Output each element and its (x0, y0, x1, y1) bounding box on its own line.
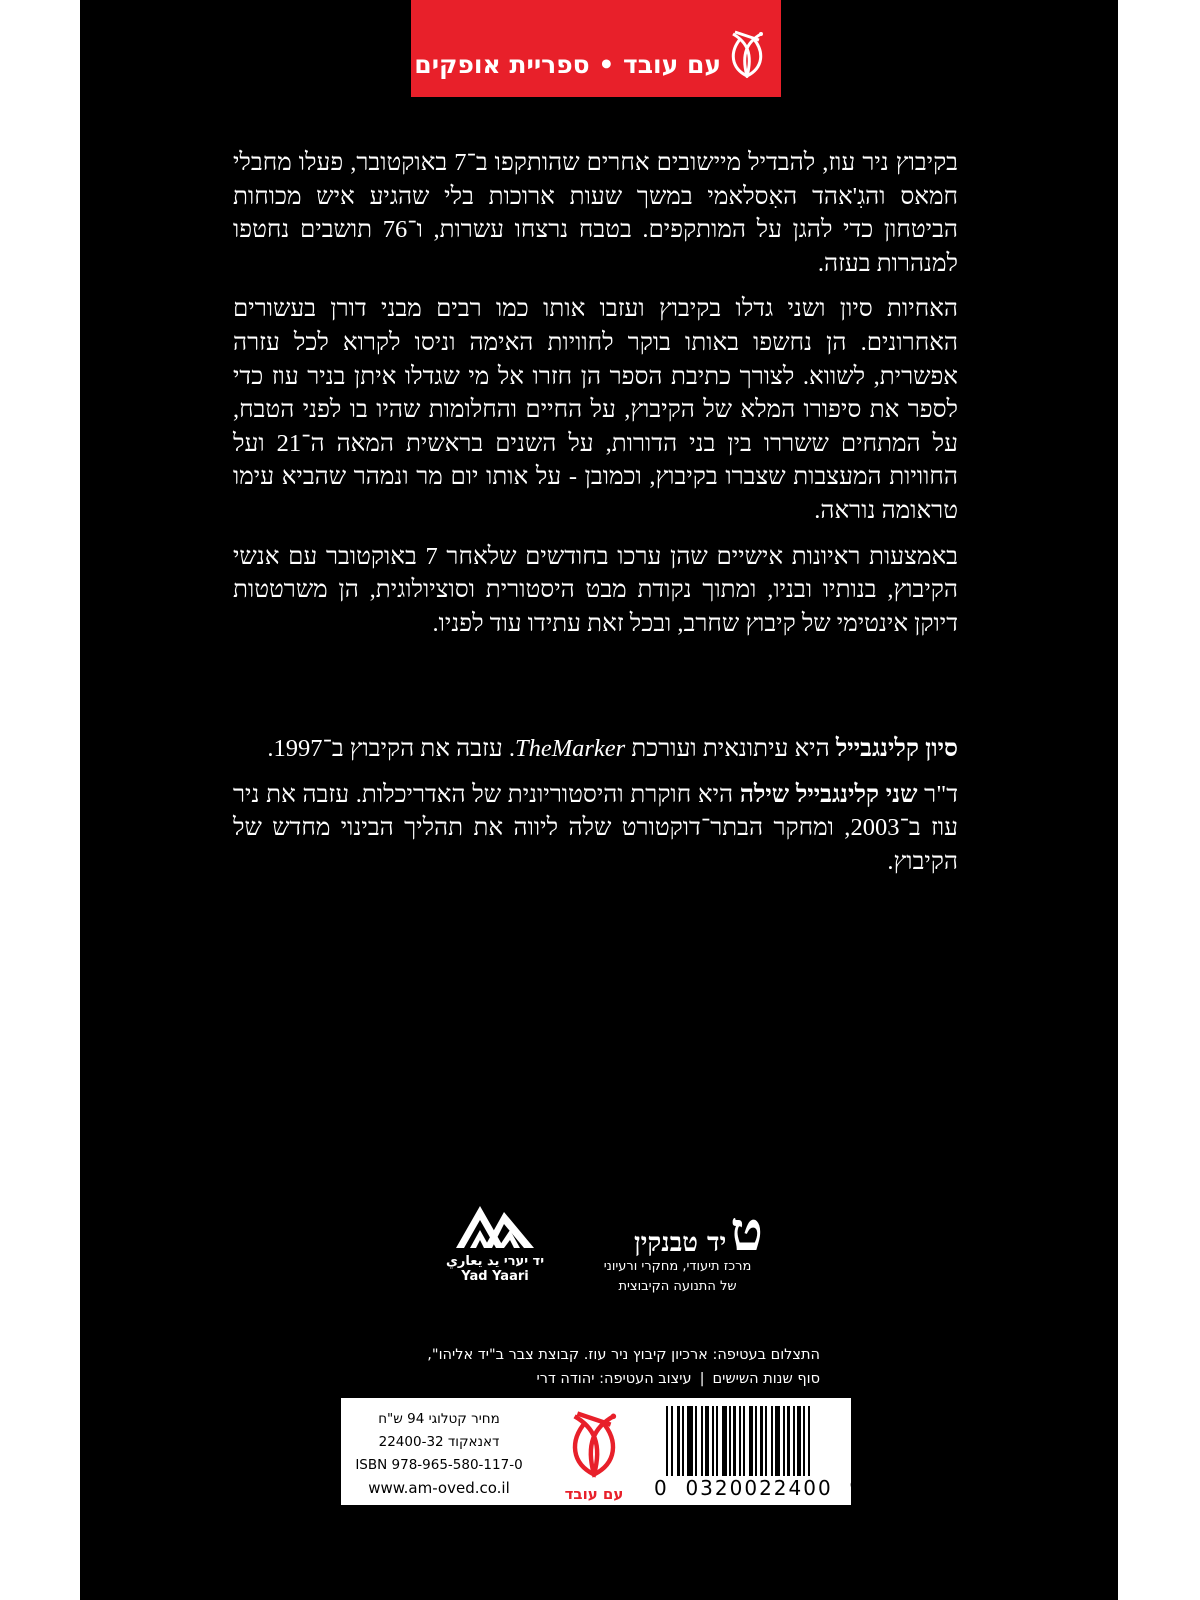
yad-yaari-name-en: Yad Yaari (461, 1269, 529, 1284)
barcode-number: 0 0320022400 9 (654, 1476, 865, 1500)
yad-yaari-logo (440, 1200, 550, 1284)
yad-tabenkin-name: יד טבנקין (633, 1228, 727, 1258)
am-oved-logo-icon (566, 1408, 622, 1480)
publication-name: TheMarker (514, 735, 626, 762)
publisher-series-title: עם עובד • ספריית אופקים (414, 50, 721, 79)
author-bio-2 (233, 778, 958, 879)
bio-text: היא חוקרת והיסטוריונית של האדריכלות. עזבה את ניר עוז ב־2003, ומחקר הבתר־דוקטורט שלה ליווה את תהליך הבינוי מחדש של הקיבוץ. (233, 780, 958, 875)
barcode-panel (341, 1398, 865, 1505)
publisher-banner (411, 0, 781, 97)
am-oved-publisher-logo (559, 1408, 629, 1503)
blurb-paragraph: האחיות סיון ושני גדלו בקיבוץ ועזבו אותו כמו רבים מבני דורן בעשורים האחרונים. הן נחשפו באותו בוקר לחוויות האימה וניסו לקרוא לכל עזרה אפשרית, לשווא. לצורך כתיבת הספר הן חזרו אל מי שגדלו איתן בניר עוז כדי לספר את סיפורו המלא של הקיבוץ, על החיים והחלומות שהיו בו לפני הטבח, על המתחים ששררו בין בני הדורות, על השנים בראשית המאה ה־21 ועל החוויות המעצבות שצברו בקיבוץ, וכמובן - על אותו יום מר ונמהר שהביא עימו טראומה נוראה. (233, 295, 958, 524)
yad-tabenkin-subtitle-2: של התנועה הקיבוצית (618, 1279, 737, 1294)
book-blurb (233, 146, 958, 652)
author-bio-1 (233, 732, 958, 766)
yad-yaari-mountain-icon (454, 1200, 536, 1250)
blurb-paragraph: בקיבוץ ניר עוז, להבדיל מיישובים אחרים שהותקפו ב־7 באוקטובר, פעלו מחבלי חמאס והגִ'אהד האִסלאמי במשך שעות ארוכות בלי שהגיע איש מכוחות הביטחון כדי להגן על המותקפים. בטבח נרצחו עשרות, ו־76 תושבים נחטפו למנהרות בעזה. (233, 149, 958, 277)
title-prefix: ד"ר (917, 780, 958, 808)
author-name: שני קלינגבייל שילה (739, 780, 918, 808)
publisher-website: www.am-oved.co.il (368, 1479, 510, 1497)
credit-separator: | (699, 1371, 705, 1387)
isbn: ISBN 978-965-580-117-0 (355, 1457, 523, 1473)
author-name: סיון קלינגבייל (835, 735, 958, 762)
cover-designer: עיצוב העטיפה: יהודה דרי (536, 1371, 692, 1387)
photo-date: סוף שנות השישים (712, 1371, 820, 1387)
author-bios (233, 732, 958, 890)
barcode (654, 1406, 865, 1504)
danacode: דאנאקוד 22400-32 (378, 1434, 500, 1450)
barcode-bars-icon (666, 1406, 841, 1476)
yad-tabenkin-tet-icon: ט (730, 1199, 763, 1263)
catalog-price: מחיר קטלוגי 94 ש"ח (378, 1411, 500, 1427)
publication-info (349, 1408, 529, 1500)
blurb-paragraph: באמצעות ראיונות אישיים שהן ערכו בחודשים שלאחר 7 באוקטובר עם אנשי הקיבוץ, בנותיו ובניו, ומתוך נקודת מבט היסטורית וסוציולוגית, הן משרטטות דיוקן אינטימי של קיבוץ שחרב, ובכל זאת עתידו עוד לפניו. (233, 542, 958, 637)
am-oved-logo-icon (727, 28, 767, 80)
yad-tabenkin-logo (590, 1200, 765, 1296)
bio-text: . עזבה את הקיבוץ ב־1997. (267, 735, 515, 762)
yad-tabenkin-subtitle-1: מרכז תיעודי, מחקרי ורעיוני (603, 1259, 752, 1274)
bio-text: היא עיתונאית ועורכת (625, 735, 836, 762)
partner-logos (430, 1199, 763, 1310)
photo-credit: התצלום בעטיפה: ארכיון קיבוץ ניר עוז. קבוצת צבר ב"יד אליהו", (427, 1347, 820, 1363)
yad-yaari-name-he: יד יערי يد يعاري (445, 1254, 545, 1269)
cover-credits (340, 1343, 820, 1391)
design-credit-line (340, 1367, 820, 1391)
am-oved-label: עם עובד (564, 1485, 624, 1503)
